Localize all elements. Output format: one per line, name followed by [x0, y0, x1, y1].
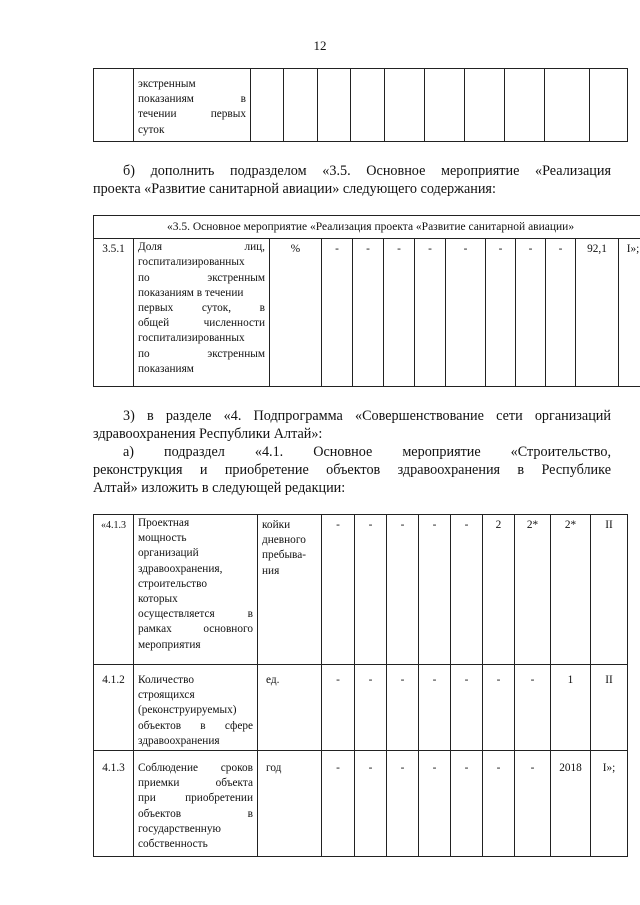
- paragraph-line: а) подраздел «4.1. Основное мероприятие «Строительство,: [123, 444, 611, 460]
- desc-line: организаций: [138, 547, 199, 560]
- desc-line: объектов в: [138, 807, 253, 820]
- unit-cell: %: [270, 239, 322, 387]
- unit-cell: [258, 515, 322, 665]
- table-4-1: [93, 514, 628, 857]
- value-cell: -: [355, 665, 387, 751]
- table-header-row: [94, 216, 640, 239]
- desc-line: Доля лиц,: [138, 241, 265, 254]
- value-cell: -: [353, 239, 384, 387]
- desc-line: рамках основного: [138, 623, 253, 636]
- desc-line: суток: [138, 123, 165, 136]
- code-cell: 4.1.3: [94, 751, 134, 857]
- table-row: [94, 751, 628, 857]
- unit-line: дневного: [262, 534, 306, 547]
- code-cell: «4.1.3: [94, 515, 134, 665]
- value-cell: -: [446, 239, 486, 387]
- value-cell: -: [322, 515, 355, 665]
- value-cell: [590, 69, 628, 142]
- unit-line: пребыва-: [262, 549, 307, 562]
- unit-cell: [258, 665, 322, 751]
- value-cell: -: [546, 239, 576, 387]
- desc-line: мощность: [138, 532, 187, 545]
- value-cell: II: [591, 665, 628, 751]
- value-cell: -: [387, 665, 419, 751]
- value-cell: I»;: [591, 751, 628, 857]
- description-cell: [134, 69, 251, 142]
- desc-line: (реконструируемых): [138, 704, 237, 717]
- desc-line: здравоохранения,: [138, 562, 223, 575]
- desc-line: строительство: [138, 577, 208, 590]
- value-cell: 1: [551, 665, 591, 751]
- value-cell: -: [415, 239, 446, 387]
- value-cell: [385, 69, 425, 142]
- desc-line: Соблюдение сроков: [138, 762, 253, 774]
- desc-line: строящихся: [138, 689, 195, 702]
- desc-line: госпитализированных: [138, 332, 245, 345]
- value-cell: [545, 69, 590, 142]
- paragraph-line: здравоохранения Республики Алтай»:: [93, 426, 323, 442]
- value-cell: [465, 69, 505, 142]
- value-cell: -: [322, 751, 355, 857]
- page-number: 12: [313, 38, 327, 53]
- desc-line: по экстренным: [138, 271, 265, 284]
- table-3-5: [93, 215, 640, 387]
- desc-line: показаниям: [138, 362, 194, 375]
- unit-line: ния: [262, 564, 280, 577]
- unit-line: ед.: [266, 674, 280, 686]
- value-cell: -: [515, 751, 551, 857]
- paragraph-line: б) дополнить подразделом «3.5. Основное мероприятие «Реализация: [123, 163, 611, 179]
- desc-line: Количество: [138, 674, 194, 686]
- description-cell: [134, 751, 258, 857]
- table-row: [94, 515, 628, 665]
- value-cell: -: [515, 665, 551, 751]
- paragraph-line: проекта «Развитие санитарной авиации» следующего содержания:: [93, 181, 496, 197]
- desc-line: здравоохранения: [138, 734, 220, 747]
- section-header: «3.5. Основное мероприятие «Реализация проекта «Развитие санитарной авиации»: [94, 216, 640, 239]
- value-cell: -: [355, 751, 387, 857]
- unit-line: койки: [262, 519, 291, 531]
- desc-line: которых: [138, 593, 178, 606]
- paragraph-line: реконструкция и приобретение объектов здравоохранения в Республике: [93, 462, 611, 478]
- value-cell: -: [419, 665, 451, 751]
- paragraph-b: [93, 162, 611, 198]
- desc-line: экстренным: [138, 78, 196, 90]
- value-cell: I»;: [619, 239, 640, 387]
- value-cell: [351, 69, 385, 142]
- desc-line: Проектная: [138, 517, 190, 529]
- desc-line: осуществляется в: [138, 608, 253, 621]
- value-cell: [318, 69, 351, 142]
- description-cell: [134, 515, 258, 665]
- paragraph-line: 3) в разделе «4. Подпрограмма «Совершенствование сети организаций: [123, 408, 611, 424]
- desc-line: государственную: [138, 822, 221, 835]
- value-cell: -: [451, 665, 483, 751]
- value-cell: -: [516, 239, 546, 387]
- value-cell: II: [591, 515, 628, 665]
- value-cell: [284, 69, 318, 142]
- value-cell: 2*: [515, 515, 551, 665]
- table-row: [94, 69, 628, 142]
- value-cell: -: [486, 239, 516, 387]
- paragraph-3: [93, 407, 611, 497]
- table-row: [94, 239, 640, 387]
- value-cell: -: [483, 665, 515, 751]
- value-cell: -: [384, 239, 415, 387]
- desc-line: показаниям в: [138, 93, 246, 106]
- value-cell: -: [387, 751, 419, 857]
- desc-line: первых суток, в: [138, 302, 265, 315]
- desc-line: показаниям в течении: [138, 286, 244, 299]
- value-cell: 92,1: [576, 239, 619, 387]
- value-cell: -: [419, 515, 451, 665]
- value-cell: 2: [483, 515, 515, 665]
- value-cell: -: [322, 239, 353, 387]
- desc-line: приемки объекта: [138, 777, 253, 790]
- value-cell: [505, 69, 545, 142]
- description-cell: [134, 665, 258, 751]
- value-cell: [251, 69, 284, 142]
- value-cell: -: [419, 751, 451, 857]
- unit-line: год: [266, 762, 282, 774]
- desc-line: собственность: [138, 838, 208, 851]
- value-cell: -: [451, 751, 483, 857]
- value-cell: -: [355, 515, 387, 665]
- value-cell: -: [451, 515, 483, 665]
- continuation-table: [93, 68, 628, 142]
- paragraph-line: Алтай» изложить в следующей редакции:: [93, 480, 346, 496]
- desc-line: госпитализированных: [138, 256, 245, 269]
- value-cell: -: [322, 665, 355, 751]
- desc-line: при приобретении: [138, 792, 253, 805]
- desc-line: по экстренным: [138, 347, 265, 360]
- table-row: [94, 665, 628, 751]
- code-cell: 4.1.2: [94, 665, 134, 751]
- desc-line: общей численности: [138, 317, 265, 330]
- value-cell: [425, 69, 465, 142]
- desc-line: объектов в сфере: [138, 719, 253, 732]
- code-cell: 3.5.1: [94, 239, 134, 387]
- value-cell: 2018: [551, 751, 591, 857]
- desc-line: течении первых: [138, 108, 246, 121]
- value-cell: -: [387, 515, 419, 665]
- value-cell: 2*: [551, 515, 591, 665]
- description-cell: [134, 239, 270, 387]
- value-cell: -: [483, 751, 515, 857]
- unit-cell: [258, 751, 322, 857]
- desc-line: мероприятия: [138, 638, 201, 651]
- code-cell: [94, 69, 134, 142]
